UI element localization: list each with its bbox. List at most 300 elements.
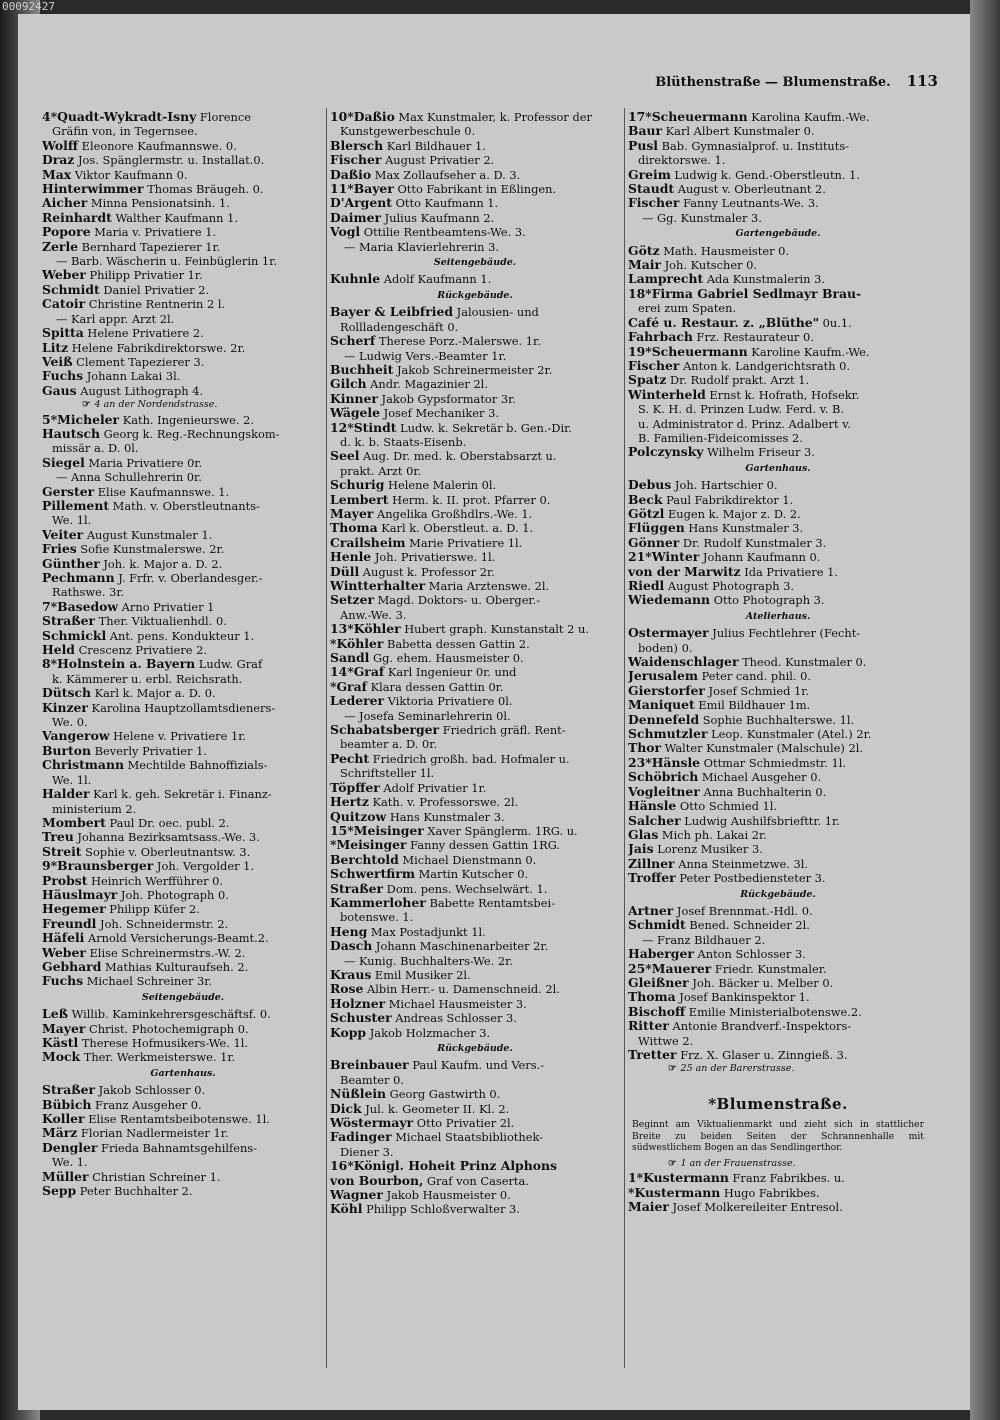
entry-surname: Daßio	[330, 167, 372, 182]
entry-surname: Düll	[330, 564, 360, 579]
column-3	[628, 110, 928, 1214]
entry-details: Georg Gastwirth 0.	[386, 1087, 501, 1102]
entry-continuation: Anw.-We. 3.	[340, 607, 407, 622]
entry-details: Peter Buchhalter 2.	[76, 1184, 193, 1199]
directory-entry	[42, 830, 324, 844]
directory-entry	[42, 859, 324, 873]
directory-entry	[330, 1087, 620, 1101]
scan-right-edge	[970, 0, 1000, 1420]
entry-surname: Weber	[42, 945, 86, 960]
entry-surname: Crailsheim	[330, 535, 406, 550]
directory-entry	[330, 272, 620, 286]
entry-surname: Wägele	[330, 406, 381, 421]
entry-details: Josef Schmied 1r.	[704, 683, 810, 698]
entry-details: Josef Molkereileiter Entresol.	[668, 1199, 843, 1214]
directory-entry	[330, 579, 620, 593]
entry-surname: Quitzow	[330, 809, 387, 824]
entry-details: 0u.1.	[819, 315, 852, 330]
directory-entry	[628, 168, 928, 182]
directory-entry	[330, 1174, 620, 1188]
building-section-heading: Seitengebäude.	[433, 257, 517, 269]
directory-entry	[330, 723, 620, 737]
directory-entry	[628, 842, 928, 856]
directory-entry	[330, 377, 620, 391]
building-section-heading: Atelierhaus.	[745, 610, 811, 622]
building-section-heading: Gartenhaus.	[745, 462, 811, 474]
directory-entry	[330, 478, 620, 492]
entry-details: Julius Fechtlehrer (Fecht-	[708, 626, 861, 641]
directory-entry	[628, 345, 928, 359]
directory-entry	[628, 330, 928, 344]
directory-entry	[42, 571, 324, 585]
entry-details: Jul. k. Geometer II. Kl. 2.	[361, 1101, 510, 1116]
entry-surname: Fahrbach	[628, 330, 693, 345]
sub-entry: — Anna Schullehrerin 0r.	[56, 470, 202, 485]
entry-details: Sofie Kunstmalerswe. 2r.	[76, 542, 225, 557]
directory-entry	[628, 579, 928, 593]
directory-entry	[330, 968, 620, 982]
directory-entry	[330, 507, 620, 521]
entry-surname: von Bourbon,	[330, 1173, 424, 1188]
entry-surname: Töpffer	[330, 780, 380, 795]
entry-surname: Straßer	[42, 614, 96, 629]
directory-entry	[330, 651, 620, 665]
directory-entry	[42, 1098, 324, 1112]
entry-details: Sophie Buchhalterswe. 1l.	[699, 712, 855, 727]
entry-details: Therese Porz.-Malerswe. 1r.	[375, 334, 541, 349]
entry-continuation: Beamter 0.	[340, 1072, 404, 1087]
entry-details: Ther. Viktualienhdl. 0.	[95, 614, 227, 629]
entry-details: Frz. Restaurateur 0.	[692, 330, 814, 345]
entry-details: Therese Hofmusikers-We. 1l.	[78, 1036, 248, 1050]
entry-surname: Thor	[628, 741, 662, 756]
directory-entry	[628, 124, 928, 138]
directory-entry	[42, 456, 324, 470]
entry-surname: Pillement	[42, 498, 110, 513]
directory-entry	[330, 939, 620, 953]
directory-entry	[42, 182, 324, 196]
directory-entry	[42, 614, 324, 628]
directory-entry	[42, 744, 324, 758]
entry-surname: Dengler	[42, 1140, 98, 1155]
directory-entry	[330, 305, 620, 319]
entry-details: Otto Fabrikant in Eßlingen.	[393, 182, 557, 197]
entry-surname: Salcher	[628, 813, 681, 828]
entry-details: Karl k. geh. Sekretär i. Finanz-	[89, 787, 272, 802]
entry-details: Gg. ehem. Hausmeister 0.	[369, 651, 524, 666]
entry-details: Friedrich großh. bad. Hofmaler u.	[369, 751, 570, 766]
entry-continuation: Kunstgewerbeschule 0.	[340, 124, 476, 139]
entry-details: Christine Rentnerin 2 l.	[85, 297, 226, 312]
directory-entry	[628, 593, 928, 607]
entry-surname: Fries	[42, 542, 77, 557]
entry-details: August Photograph 3.	[664, 579, 795, 593]
entry-surname: 10*Daßio	[330, 110, 395, 124]
entry-surname: Berchtold	[330, 852, 399, 867]
column-rule	[326, 108, 327, 1368]
entry-surname: Hinterwimmer	[42, 182, 144, 197]
directory-entry	[42, 902, 324, 916]
directory-entry	[42, 787, 324, 801]
entry-surname: Streit	[42, 844, 82, 859]
entry-surname: Troffer	[628, 871, 676, 886]
directory-entry	[330, 182, 620, 196]
entry-surname: Bayer & Leibfried	[330, 305, 454, 320]
entry-details: Ludw. k. Sekretär b. Gen.-Dir.	[396, 420, 572, 435]
entry-surname: Kammerloher	[330, 895, 426, 910]
entry-details: Dom. pens. Wechselwärt. 1.	[383, 881, 548, 896]
directory-entry	[330, 211, 620, 225]
directory-entry	[628, 655, 928, 669]
entry-details: Josef Brennmat.-Hdl. 0.	[673, 903, 813, 918]
entry-details: Otto Kaufmann 1.	[391, 196, 499, 211]
entry-surname: Veiter	[42, 527, 84, 542]
entry-details: Johann Maschinenarbeiter 2r.	[372, 939, 549, 954]
entry-surname: Pecht	[330, 751, 370, 766]
directory-entry	[42, 499, 324, 513]
entry-surname: Gierstorfer	[628, 683, 705, 698]
entry-surname: Zerle	[42, 239, 79, 254]
directory-entry	[42, 369, 324, 383]
entry-surname: Hautsch	[42, 426, 100, 441]
entry-surname: Glas	[628, 827, 659, 842]
entry-details: Fanny dessen Gattin 1RG.	[406, 838, 561, 853]
scan-id: 00092427	[2, 0, 55, 13]
directory-entry	[42, 888, 324, 902]
entry-surname: Probst	[42, 873, 88, 888]
entry-surname: Kästl	[42, 1036, 79, 1050]
entry-details: Fanny Leutnants-We. 3.	[679, 196, 819, 211]
entry-details: Georg k. Reg.-Rechnungskom-	[100, 426, 280, 441]
entry-details: Martin Kutscher 0.	[414, 867, 529, 882]
entry-details: Karl Bildhauer 1.	[383, 138, 486, 153]
entry-details: Babette Rentamtsbei-	[425, 895, 555, 910]
corner-note-text: 25 an der Barerstrasse.	[680, 1063, 795, 1075]
entry-surname: Dütsch	[42, 686, 92, 701]
entry-details: Ernst k. Hofrath, Hofsekr.	[705, 387, 860, 402]
entry-surname: Vogleitner	[628, 784, 700, 799]
building-section-heading: Gartengebäude.	[735, 228, 821, 240]
entry-continuation: k. Kämmerer u. erbl. Reichsrath.	[52, 671, 243, 686]
entry-continuation: erei zum Spaten.	[638, 301, 737, 316]
directory-entry	[42, 758, 324, 772]
entry-details: Helene Fabrikdirektorswe. 2r.	[68, 340, 246, 355]
directory-entry	[42, 413, 324, 427]
entry-surname: Siegel	[42, 455, 85, 470]
entry-details: Jakob Holzmacher 3.	[366, 1025, 491, 1040]
entry-details: Bernhard Tapezierer 1r.	[78, 239, 221, 254]
directory-entry	[628, 626, 928, 640]
directory-entry	[42, 225, 324, 239]
entry-surname: 17*Scheuermann	[628, 110, 748, 124]
entry-details: Anna Buchhalterin 0.	[699, 784, 827, 799]
entry-details: August Privatier 2.	[381, 153, 495, 168]
directory-entry	[628, 507, 928, 521]
entry-surname: Wiedemann	[628, 593, 710, 608]
entry-details: Elise Schreinermstrs.-W. 2.	[85, 945, 246, 960]
entry-surname: 4*Quadt-Wykradt-Isny	[42, 110, 197, 124]
entry-surname: Seel	[330, 449, 360, 464]
directory-entry	[330, 139, 620, 153]
entry-details: Marie Privatiere 1l.	[405, 535, 523, 550]
directory-entry	[330, 493, 620, 507]
directory-entry	[330, 1058, 620, 1072]
entry-details: Maria Arztenswe. 2l.	[425, 579, 550, 593]
entry-surname: Spatz	[628, 373, 667, 388]
entry-details: Viktor Kaufmann 0.	[71, 167, 188, 182]
entry-surname: Ostermayer	[628, 626, 709, 641]
entry-details: Jakob Schreinermeister 2r.	[393, 362, 553, 377]
building-section-heading: Rückgebäude.	[437, 1043, 513, 1054]
entry-details: Adolf Privatier 1r.	[379, 780, 487, 795]
entry-surname: 18*Firma Gabriel Sedlmayr Brau-	[628, 286, 862, 301]
street-heading: *Blumenstraße.	[708, 1094, 848, 1113]
entry-surname: Koller	[42, 1112, 85, 1127]
entry-surname: Draz	[42, 153, 75, 168]
directory-entry	[42, 1184, 324, 1198]
directory-entry	[330, 406, 620, 420]
entry-details: Otto Photograph 3.	[710, 593, 825, 608]
directory-entry	[628, 110, 928, 124]
directory-entry	[330, 882, 620, 896]
directory-entry	[330, 752, 620, 766]
directory-entry	[42, 341, 324, 355]
entry-details: Michael Dienstmann 0.	[398, 852, 537, 867]
entry-surname: Thoma	[628, 990, 676, 1005]
entry-details: Otto Schmied 1l.	[676, 799, 778, 814]
entry-details: Max Zollaufseher a. D. 3.	[371, 167, 521, 182]
entry-surname: 5*Micheler	[42, 412, 120, 427]
entry-surname: Spitta	[42, 326, 84, 341]
entry-surname: von der Marwitz	[628, 564, 741, 579]
entry-details: Viktoria Privatiere 0l.	[384, 694, 513, 709]
entry-surname: Heng	[330, 924, 368, 939]
directory-entry	[330, 867, 620, 881]
entry-details: Friedr. Kunstmaler.	[711, 961, 827, 976]
directory-entry	[330, 1116, 620, 1130]
entry-details: Crescenz Privatiere 2.	[74, 643, 208, 658]
entry-surname: 14*Graf	[330, 665, 385, 680]
entry-surname: Götzl	[628, 506, 665, 521]
entry-details: Karl Ingenieur 0r. und	[384, 665, 517, 680]
corner-note	[628, 1062, 928, 1076]
entry-details: Ludw. Graf	[195, 657, 263, 672]
blumenstrasse-entries	[628, 1171, 928, 1214]
entry-continuation: Rollladengeschäft 0.	[340, 319, 459, 334]
corner-note	[628, 1157, 928, 1171]
entry-surname: Burton	[42, 743, 92, 758]
entry-details: Ther. Werkmeisterswe. 1r.	[80, 1050, 236, 1065]
entry-surname: 25*Mauerer	[628, 961, 712, 976]
entry-continuation: S. K. H. d. Prinzen Ludw. Ferd. v. B.	[638, 402, 845, 417]
directory-entry	[42, 168, 324, 182]
directory-entry	[628, 359, 928, 373]
directory-entry	[330, 1130, 620, 1144]
entry-continuation: We. 1l.	[52, 513, 92, 528]
entry-surname: Jais	[628, 842, 654, 857]
entry-details: Jos. Spänglermstr. u. Installat.0.	[74, 153, 265, 168]
entry-surname: Sepp	[42, 1184, 77, 1199]
sub-entry: — Ludwig Vers.-Beamter 1r.	[344, 348, 507, 363]
entry-details: Anna Steinmetzwe. 3l.	[674, 856, 808, 871]
entry-details: Helene Privatiere 2.	[83, 326, 204, 341]
corner-note	[42, 398, 324, 412]
directory-entry	[42, 153, 324, 167]
entry-details: Mathias Kulturaufseh. 2.	[101, 959, 249, 974]
entry-surname: Fadinger	[330, 1130, 392, 1145]
entry-details: Minna Pensionatsinh. 1.	[87, 196, 230, 211]
directory-entry	[42, 686, 324, 700]
directory-entry	[628, 1019, 928, 1033]
entry-surname: Thoma	[330, 521, 378, 536]
entry-details: Kath. Ingenieurswe. 2.	[119, 412, 254, 427]
entry-details: Beverly Privatier 1.	[91, 743, 207, 758]
entry-details: Jakob Gypsformator 3r.	[377, 391, 516, 406]
directory-entry	[330, 795, 620, 809]
entry-surname: Wagner	[330, 1188, 383, 1203]
entry-details: Mechtilde Bahnoffizials-	[123, 758, 268, 773]
entry-surname: Mayer	[330, 506, 374, 521]
entry-continuation: prakt. Arzt 0r.	[340, 463, 422, 478]
directory-entry	[42, 1036, 324, 1050]
directory-entry	[42, 600, 324, 614]
entry-surname: 15*Meisinger	[330, 823, 424, 838]
entry-surname: Zillner	[628, 856, 675, 871]
entry-details: Heinrich Werfführer 0.	[87, 873, 224, 888]
entry-details: Daniel Privatier 2.	[99, 282, 210, 297]
directory-entry	[628, 272, 928, 286]
entry-surname: Wöstermayr	[330, 1116, 414, 1131]
directory-entry	[42, 1007, 324, 1021]
directory-entry	[42, 816, 324, 830]
entry-details: Anton k. Landgerichtsrath 0.	[679, 358, 851, 373]
entry-surname: 11*Bayer	[330, 182, 394, 197]
directory-entry	[42, 139, 324, 153]
entry-surname: Schmutzler	[628, 727, 708, 742]
entry-details: Michael Ausgeher 0.	[698, 770, 822, 785]
entry-details: Jalousien- und	[453, 305, 539, 320]
entry-surname: Bischoff	[628, 1004, 686, 1019]
directory-entry	[330, 853, 620, 867]
entry-details: Andreas Schlosser 3.	[391, 1011, 517, 1026]
entry-continuation: Schriftsteller 1l.	[340, 766, 435, 781]
corner-note-text: 4 an der Nordendstrasse.	[94, 399, 218, 411]
directory-entry	[330, 225, 620, 239]
directory-entry	[42, 1112, 324, 1126]
entry-surname: Häfeli	[42, 931, 85, 946]
entry-details: Anton Schlosser 3.	[693, 947, 806, 962]
directory-entry	[42, 542, 324, 556]
directory-entry	[330, 110, 620, 124]
directory-entry	[42, 110, 324, 124]
entry-surname: Beck	[628, 492, 663, 507]
entry-details: August v. Oberleutnant 2.	[674, 182, 826, 197]
entry-details: Emilie Ministerialbotenswe.2.	[685, 1004, 862, 1019]
entry-surname: 9*Braunsberger	[42, 859, 154, 874]
directory-entry	[42, 1022, 324, 1036]
entry-details: Graf von Caserta.	[423, 1173, 529, 1188]
entry-surname: *Köhler	[330, 636, 384, 651]
page-number: 113	[906, 72, 938, 90]
entry-surname: Weber	[42, 268, 86, 283]
street-description: Beginnt am Viktualienmarkt und zieht sich in stattlicher Breite zu beiden Seiten der Schrannenhalle mit südwestlichem Bogen an das Sendlingerthor.	[632, 1119, 924, 1154]
entry-details: Dr. Rudolf prakt. Arzt 1.	[666, 373, 810, 388]
entry-details: Florence	[196, 110, 251, 124]
entry-details: Elise Kaufmannswe. 1.	[94, 484, 230, 499]
directory-entry	[42, 657, 324, 671]
directory-entry	[628, 550, 928, 564]
entry-surname: Wolff	[42, 138, 79, 153]
directory-entry	[42, 931, 324, 945]
entry-details: Angelika Großhdlrs.-We. 1.	[373, 506, 533, 521]
entry-details: Andr. Magazinier 2l.	[366, 377, 488, 392]
entry-details: Ottilie Rentbeamtens-We. 3.	[360, 225, 526, 240]
running-title: Blüthenstraße — Blumenstraße.	[655, 75, 891, 90]
directory-entry	[42, 946, 324, 960]
entry-surname: 21*Winter	[628, 550, 700, 565]
entry-surname: Schmidt	[42, 282, 100, 297]
entry-continuation: Rathswe. 3r.	[52, 585, 125, 600]
entry-surname: Müller	[42, 1169, 89, 1184]
directory-entry	[628, 828, 928, 842]
entry-details: Xaver Spänglerm. 1RG. u.	[423, 823, 578, 838]
entry-surname: 13*Köhler	[330, 622, 401, 637]
entry-surname: Schabatsberger	[330, 723, 440, 738]
directory-entry	[330, 1202, 620, 1216]
entry-details: Emil Musiker 2l.	[371, 967, 471, 982]
entry-surname: Winterheld	[628, 387, 706, 402]
directory-entry	[628, 287, 928, 301]
entry-details: Arno Privatier 1	[118, 599, 215, 614]
entry-details: Ant. pens. Kondukteur 1.	[106, 628, 255, 643]
entry-surname: Catoir	[42, 297, 86, 312]
entry-continuation: Diener 3.	[340, 1144, 394, 1159]
entry-details: Paul Dr. oec. publ. 2.	[105, 815, 230, 830]
directory-entry	[330, 521, 620, 535]
directory-entry	[628, 669, 928, 683]
pointing-hand-icon: ☞	[82, 399, 91, 411]
entry-surname: Pechmann	[42, 571, 115, 585]
directory-entry	[42, 283, 324, 297]
entry-surname: Breinbauer	[330, 1058, 409, 1073]
entry-continuation: missär a. D. 0l.	[52, 441, 139, 456]
entry-surname: Kuhnle	[330, 272, 381, 287]
entry-details: Adolf Kaufmann 1.	[380, 272, 492, 287]
directory-entry	[628, 196, 928, 210]
directory-entry	[330, 694, 620, 708]
directory-entry	[330, 1102, 620, 1116]
entry-surname: Hänsle	[628, 799, 677, 814]
entry-details: Michael Hausmeister 3.	[385, 996, 527, 1011]
entry-details: Christ. Photochemigraph 0.	[85, 1021, 249, 1036]
entry-surname: Maniquet	[628, 698, 695, 713]
entry-surname: Blersch	[330, 138, 384, 153]
entry-surname: *Meisinger	[330, 838, 407, 853]
directory-entry	[330, 824, 620, 838]
entry-surname: Christmann	[42, 758, 124, 773]
sub-entry: — Gg. Kunstmaler 3.	[642, 210, 762, 225]
entry-surname: Baur	[628, 124, 663, 139]
directory-entry	[628, 770, 928, 784]
entry-details: Josef Bankinspektor 1.	[675, 990, 810, 1005]
directory-entry	[628, 962, 928, 976]
entry-surname: 23*Hänsle	[628, 755, 701, 770]
entry-details: Herm. k. II. prot. Pfarrer 0.	[388, 492, 551, 507]
entry-details: Walther Kaufmann 1.	[111, 210, 238, 225]
entry-details: Johann Kaufmann 0.	[699, 550, 821, 565]
entry-surname: Köhl	[330, 1202, 363, 1217]
entry-surname: Kinner	[330, 391, 378, 406]
